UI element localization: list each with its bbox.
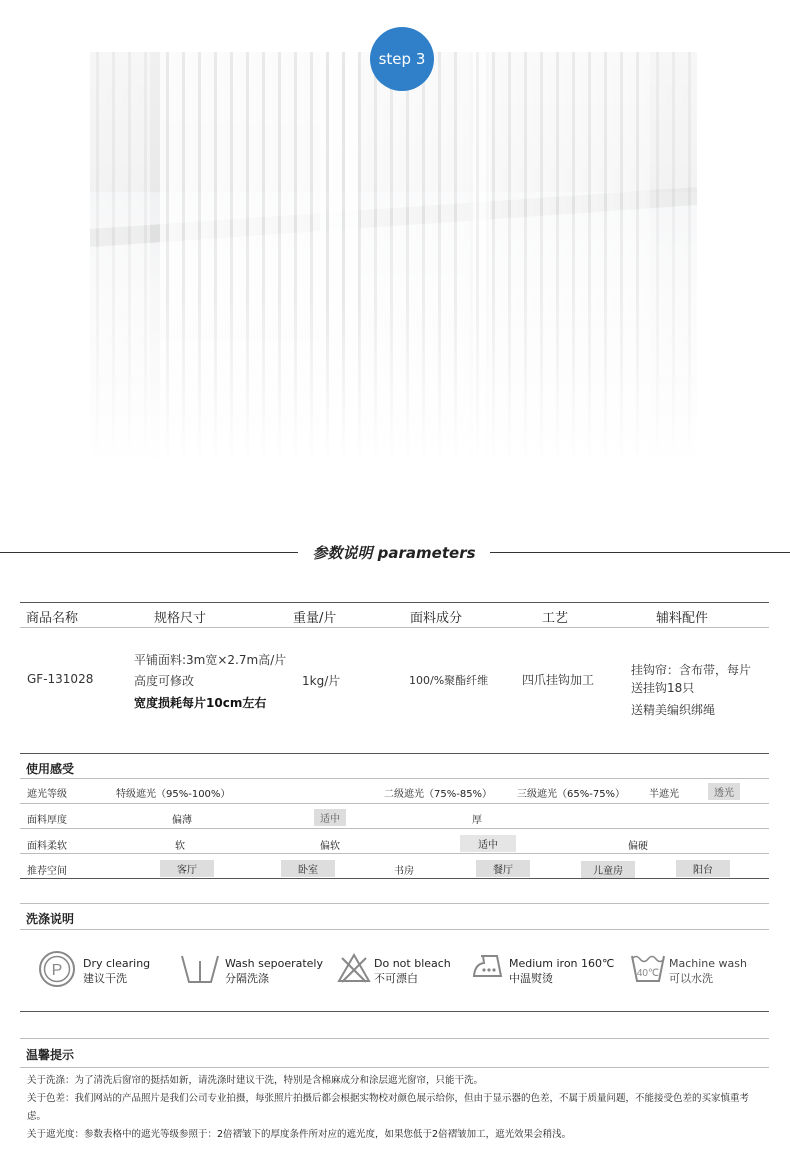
svg-text:P: P: [51, 962, 63, 979]
softness-option: 软: [175, 841, 185, 852]
header-craft: 工艺: [542, 611, 569, 626]
shading-option-selected: 透光: [708, 783, 740, 800]
machine-wash-zh: 可以水洗: [669, 972, 713, 985]
step-badge: step 3: [370, 27, 434, 91]
header-weight: 重量/片: [293, 611, 337, 626]
thickness-option: 厚: [472, 815, 482, 826]
softness-option-selected: 适中: [460, 835, 516, 852]
wash-separately-zh: 分隔洗涤: [225, 972, 269, 985]
tip-washing: 关于洗涤：为了清洗后窗帘的挺括如新，请洗涤时建议干洗，特别是含棉麻成分和涂层遮光窗帘，只能干洗。: [27, 1075, 484, 1086]
product-name-value: GF-131028: [27, 672, 94, 686]
table-top-border: [20, 602, 769, 603]
header-fabric: 面料成分: [410, 611, 463, 626]
iron-en: Medium iron 160℃: [509, 957, 615, 970]
no-bleach-en: Do not bleach: [374, 957, 451, 970]
thickness-option-selected: 适中: [314, 809, 346, 826]
softness-option: 偏硬: [628, 841, 648, 852]
thickness-label: 面料厚度: [27, 815, 67, 826]
dry-clean-zh: 建议干洗: [83, 972, 127, 985]
section-title-text: 参数说明 parameters: [312, 544, 476, 562]
wash-separately-en: Wash sepoerately: [225, 957, 324, 970]
header-spec: 规格尺寸: [154, 611, 207, 626]
room-tag: 客厅: [160, 860, 214, 877]
no-bleach-icon: [337, 953, 371, 983]
iron-icon: [471, 952, 505, 980]
no-bleach-zh: 不可漂白: [374, 972, 418, 985]
softness-option: 偏软: [320, 841, 340, 852]
dry-clean-en: Dry clearing: [83, 957, 151, 970]
header-accessories: 辅料配件: [656, 611, 709, 626]
rooms-label: 推荐空间: [27, 866, 67, 877]
iron-zh: 中温熨烫: [509, 972, 553, 985]
room-tag: 餐厅: [476, 860, 530, 877]
accessories-line-1: 挂钩帘：含布带，每片: [631, 663, 752, 677]
tips-title: 温馨提示: [26, 1048, 75, 1062]
header-divider: [20, 627, 769, 628]
room-option: 书房: [394, 866, 414, 877]
experience-title: 使用感受: [26, 762, 75, 776]
machine-wash-icon: [630, 950, 666, 984]
tip-shading: 关于遮光度：参数表格中的遮光等级参照于：2倍褶皱下的厚度条件所对应的遮光度，如果您低于2倍褶皱加工，遮光效果会稍浅。: [27, 1129, 572, 1140]
spec-line-3: 宽度损耗每片10cm左右: [134, 696, 267, 710]
room-tag: 儿童房: [581, 861, 635, 878]
softness-label: 面料柔软: [27, 841, 67, 852]
room-tag: 卧室: [281, 860, 335, 877]
craft-value: 四爪挂钩加工: [522, 673, 595, 687]
room-tag: 阳台: [676, 860, 730, 877]
weight-value: 1kg/片: [302, 674, 341, 688]
section-title: [0, 542, 790, 562]
table-bottom-border: [20, 753, 769, 754]
thickness-option: 偏薄: [172, 815, 192, 826]
fabric-value: 100/%聚酯纤维: [409, 674, 489, 687]
shading-option: 特级遮光（95%-100%）: [116, 789, 231, 800]
washing-title: 洗涤说明: [26, 912, 75, 926]
product-photo: [90, 52, 697, 458]
shading-label: 遮光等级: [27, 789, 67, 800]
tip-color: 关于色差：我们网站的产品照片是我们公司专业拍摄，每张照片拍摄后都会根据实物校对颜色展示给你，但由于显示器的色差，不属于质量问题，不能接受色差的买家慎重考虑。: [27, 1093, 750, 1122]
dry-clean-icon: [38, 950, 76, 988]
shading-option: 三级遮光（65%-75%）: [517, 789, 626, 800]
accessories-line-2: 送挂钩18只: [631, 681, 695, 695]
spec-line-2: 高度可修改: [134, 674, 195, 688]
machine-wash-en: Machine wash: [669, 957, 747, 970]
header-product-name: 商品名称: [26, 611, 79, 626]
wash-separately-icon: [180, 953, 220, 985]
shading-option: 半遮光: [649, 789, 679, 800]
accessories-line-3: 送精美编织绑绳: [631, 703, 716, 717]
machine-wash-temp: 40℃: [636, 968, 660, 979]
spec-line-1: 平铺面料:3m宽×2.7m高/片: [134, 653, 287, 667]
shading-option: 二级遮光（75%-85%）: [384, 789, 493, 800]
